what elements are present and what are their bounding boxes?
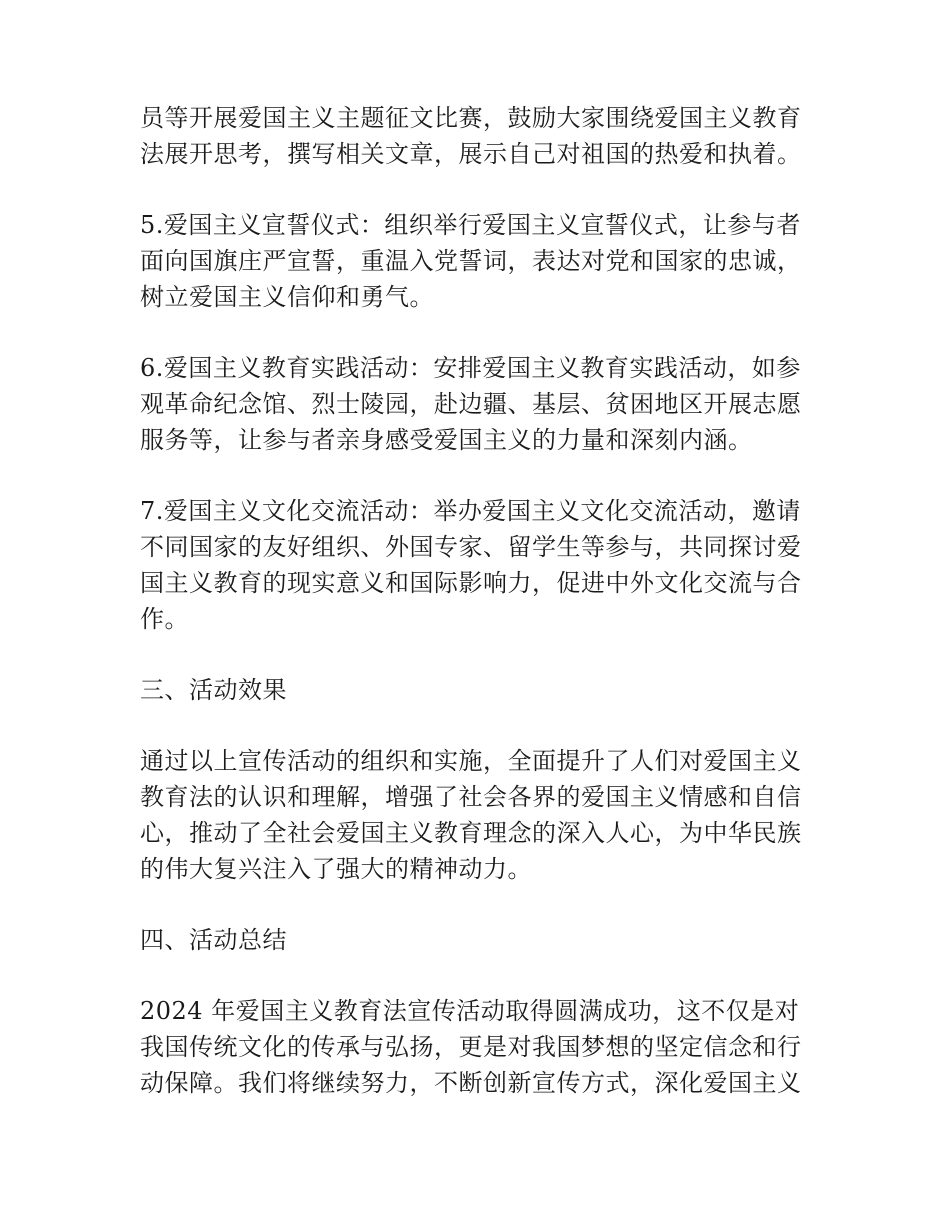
text-line: 员等开展爱国主义主题征文比赛，鼓励大家围绕爱国主义教育: [140, 104, 802, 132]
text-line: 5.爱国主义宣誓仪式：组织举行爱国主义宣誓仪式，让参与者: [140, 211, 801, 239]
text-line: 面向国旗庄严宣誓，重温入党誓词，表达对党和国家的忠诚，: [140, 247, 802, 275]
text-line: 通过以上宣传活动的组织和实施，全面提升了人们对爱国主义: [140, 747, 802, 775]
paragraph-item-7-cultural-exchange: [140, 493, 820, 637]
text-line: 的伟大复兴注入了强大的精神动力。: [140, 855, 532, 883]
section-heading-summary: [140, 922, 820, 958]
text-line: 2024 年爱国主义教育法宣传活动取得圆满成功，这不仅是对: [140, 997, 800, 1025]
paragraph-essay-contest-continued: [140, 100, 820, 172]
text-line: 树立爱国主义信仰和勇气。: [140, 283, 434, 311]
text-line: 7.爱国主义文化交流活动：举办爱国主义文化交流活动，邀请: [140, 497, 801, 525]
paragraph-summary: [140, 993, 820, 1101]
text-line: 服务等，让参与者亲身感受爱国主义的力量和深刻内涵。: [140, 426, 753, 454]
text-line: 国主义教育的现实意义和国际影响力，促进中外文化交流与合: [140, 569, 802, 597]
text-line: 不同国家的友好组织、外国专家、留学生等参与，共同探讨爱: [140, 533, 802, 561]
document-page: [140, 100, 820, 1136]
paragraph-item-6-practice-activities: [140, 350, 820, 458]
text-line: 教育法的认识和理解，增强了社会各界的爱国主义情感和自信: [140, 783, 802, 811]
paragraph-effects: [140, 743, 820, 887]
paragraph-item-5-oath-ceremony: [140, 207, 820, 315]
text-line: 法展开思考，撰写相关文章，展示自己对祖国的热爱和执着。: [140, 140, 802, 168]
heading-text: 三、活动效果: [140, 676, 287, 704]
text-line: 观革命纪念馆、烈士陵园，赴边疆、基层、贫困地区开展志愿: [140, 390, 802, 418]
text-line: 动保障。我们将继续努力，不断创新宣传方式，深化爱国主义: [140, 1069, 802, 1097]
heading-text: 四、活动总结: [140, 926, 287, 954]
section-heading-effects: [140, 672, 820, 708]
text-line: 我国传统文化的传承与弘扬，更是对我国梦想的坚定信念和行: [140, 1033, 802, 1061]
text-line: 心，推动了全社会爱国主义教育理念的深入人心，为中华民族: [140, 819, 802, 847]
text-line: 作。: [140, 605, 189, 633]
text-line: 6.爱国主义教育实践活动：安排爱国主义教育实践活动，如参: [140, 354, 801, 382]
